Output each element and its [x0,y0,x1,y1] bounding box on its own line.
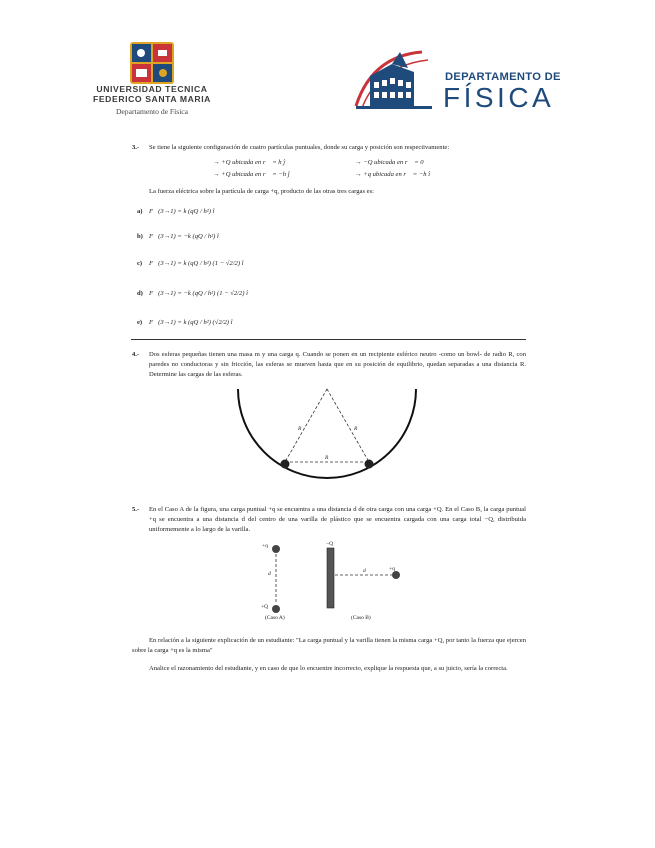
caseB-rod [327,548,334,608]
physics-building-logo [352,46,436,112]
q4-radius-right-label: R [354,426,358,432]
q3-charge-4: → +q ubicada en r⃗ = −h î [355,171,431,178]
q5-number: 5.- [132,506,140,513]
q3-option-c-label: c) [137,260,143,267]
radius-line-left [285,389,327,462]
usm-logo [128,40,176,86]
q3-charge-2: → −Q ubicada en r⃗ = 0⃗ [355,159,429,166]
q3-option-c-formula: F⃗(3→1) = k (qQ / h²) (1 − √2/2) î [149,260,244,267]
usm-shield-icon [128,40,176,86]
bowl-arc [238,389,416,478]
q3-intro: Se tiene la siguiente configuración de cuatro partículas puntuales, donde su carga y posición son respectivamente: [149,144,450,151]
university-department: Departamento de Física [115,107,189,116]
caseA-d-label: d [268,571,271,577]
q3-statement: La fuerza eléctrica sobre la partícula de carga +q, producto de las otras tres cargas es: [149,188,374,195]
q3-option-b-formula: F⃗(3→1) = −k (qQ / h²) î [149,233,219,240]
university-name-line1: UNIVERSIDAD TECNICA [96,84,208,94]
q3-number: 3.- [132,144,140,151]
q4-bowl-figure [230,385,425,485]
q3-option-d-label: d) [137,290,143,297]
q3-option-e-label: e) [137,319,143,326]
q3-option-d-formula: F⃗(3→1) = −k (qQ / h²) (1 − √2/2) î [149,290,248,297]
q4-separation-label: R [325,455,329,461]
q4-radius-left-label: R [298,426,302,432]
q3-charge-3: → +Q ubicada en r⃗ = −h ĵ [213,171,290,178]
caseA-charge-q [272,545,280,553]
university-name-line2: FEDERICO SANTA MARIA [93,94,211,104]
caseA-charge-Q [272,605,280,613]
caseA-bottom-label: +Q [261,604,269,610]
sphere-left [281,460,290,469]
sphere-right [365,460,374,469]
caseB-charge-q [392,571,400,579]
caseA-top-label: +q [262,543,268,549]
caseB-rod-label: −Q [326,541,334,547]
q3-option-a-formula: F⃗(3→1) = k (qQ / h²) î [149,208,215,215]
q5-student-claim: En relación a la siguiente explicación de un estudiante: "La carga puntual y la varilla tienen la misma carga +Q, por tanto la fuerza que ejercen sobre la carga +q es la misma" [132,637,526,655]
q5-caseB-figure [320,540,410,620]
caseB-caption: (Caso B) [351,615,371,621]
q4-text: Dos esferas pequeñas tienen una masa m y una carga q. Cuando se ponen en un recipiente esférico neutro -como un bowl- de radio R, con paredes no conductoras y sin fricción, las esferas se mueven hasta que en su posición de equilibrio, quedan separadas a una distancia R. Determine las cargas de las esferas. [149,351,526,379]
q4-number: 4.- [132,351,140,358]
q3-option-a-label: a) [137,208,143,215]
department-label-top: DEPARTAMENTO DE [445,71,561,83]
radius-line-right [327,389,369,462]
building-icon [352,46,436,112]
q5-instruction: Analice el razonamiento del estudiante, y en caso de que lo encuentre incorrecto, explique la respuesta que, a su juicio, sería la correcta. [149,665,508,672]
section-divider [131,339,526,340]
caseB-d-label: d [363,568,366,574]
caseA-caption: (Caso A) [265,615,285,621]
department-label-physics: FÍSICA [443,82,555,113]
q3-option-e-formula: F⃗(3→1) = k (qQ / h²) (√2/2) î [149,319,233,326]
q3-option-b-label: b) [137,233,143,240]
q3-charge-1: → +Q ubicada en r⃗ = h ĵ [213,159,286,166]
caseB-charge-label: +q [389,566,395,572]
q5-text: En el Caso A de la figura, una carga puntual +q se encuentra a una distancia d de otra carga con una carga +Q. En el Caso B, la carga puntual +q se encuentra a una distancia d del centro de una varilla de plástico que se encuentra cargada con una carga total −Q, distribuida uniformemente a lo largo de la varilla. [149,506,526,534]
